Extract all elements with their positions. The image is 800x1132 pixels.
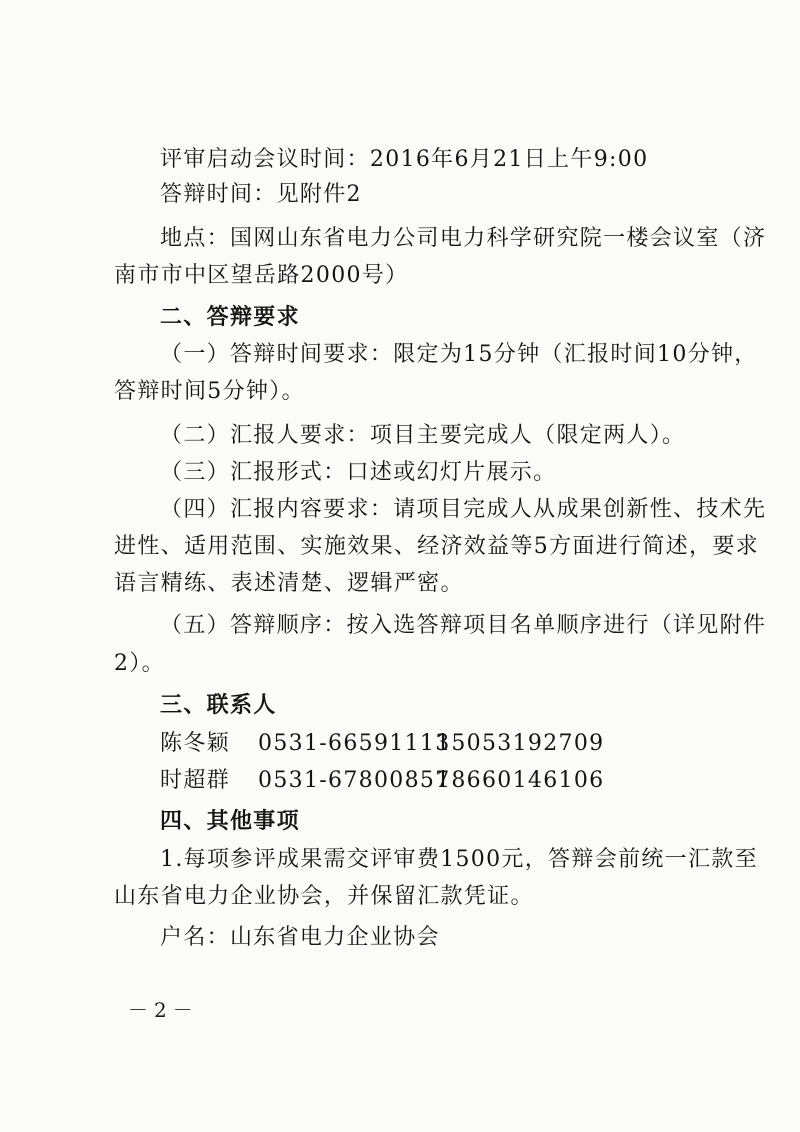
- requirement-2: （二）汇报人要求：项目主要完成人（限定两人）。: [160, 423, 686, 448]
- contact-name: 时超群: [160, 768, 230, 793]
- contact-mobile: 18660146106: [436, 768, 605, 793]
- contact-mobile: 15053192709: [436, 731, 605, 756]
- contact-phone: 0531-67800857: [258, 768, 451, 793]
- requirement-1-line-1: （一）答辩时间要求：限定为15分钟（汇报时间10分钟，: [160, 342, 758, 367]
- review-start-time: 评审启动会议时间：2016年6月21日上午9:00: [160, 147, 649, 172]
- contact-row: [160, 767, 605, 795]
- location-line-1: 地点：国网山东省电力公司电力科学研究院一楼会议室（济: [160, 226, 767, 251]
- location-line-2: 南市市中区望岳路2000号）: [114, 263, 409, 288]
- other-item-1-line-2: 山东省电力企业协会，并保留汇款凭证。: [114, 884, 534, 909]
- section-2-heading: 二、答辩要求: [160, 305, 300, 330]
- page-number: －2－: [128, 998, 199, 1022]
- other-item-1-line-1: 1.每项参评成果需交评审费1500元，答辩会前统一汇款至: [160, 847, 758, 872]
- requirement-3: （三）汇报形式：口述或幻灯片展示。: [160, 460, 557, 485]
- contact-phone: 0531-66591113: [258, 731, 451, 756]
- requirement-4-line-1: （四）汇报内容要求：请项目完成人从成果创新性、技术先: [160, 497, 767, 522]
- defense-time: 答辩时间：见附件2: [160, 182, 362, 207]
- section-3-heading: 三、联系人: [160, 693, 277, 718]
- requirement-5-line-2: 2）。: [114, 651, 165, 676]
- contact-name: 陈冬颖: [160, 731, 230, 756]
- contact-row: [160, 730, 605, 758]
- requirement-5-line-1: （五）答辩顺序：按入选答辩项目名单顺序进行（详见附件: [160, 613, 767, 638]
- account-name: 户名：山东省电力企业协会: [160, 925, 440, 950]
- section-4-heading: 四、其他事项: [160, 809, 300, 834]
- requirement-1-line-2: 答辩时间5分钟）。: [114, 379, 305, 404]
- requirement-4-line-2: 进性、适用范围、实施效果、经济效益等5方面进行简述，要求: [114, 534, 759, 559]
- requirement-4-line-3: 语言精练、表述清楚、逻辑严密。: [114, 571, 464, 596]
